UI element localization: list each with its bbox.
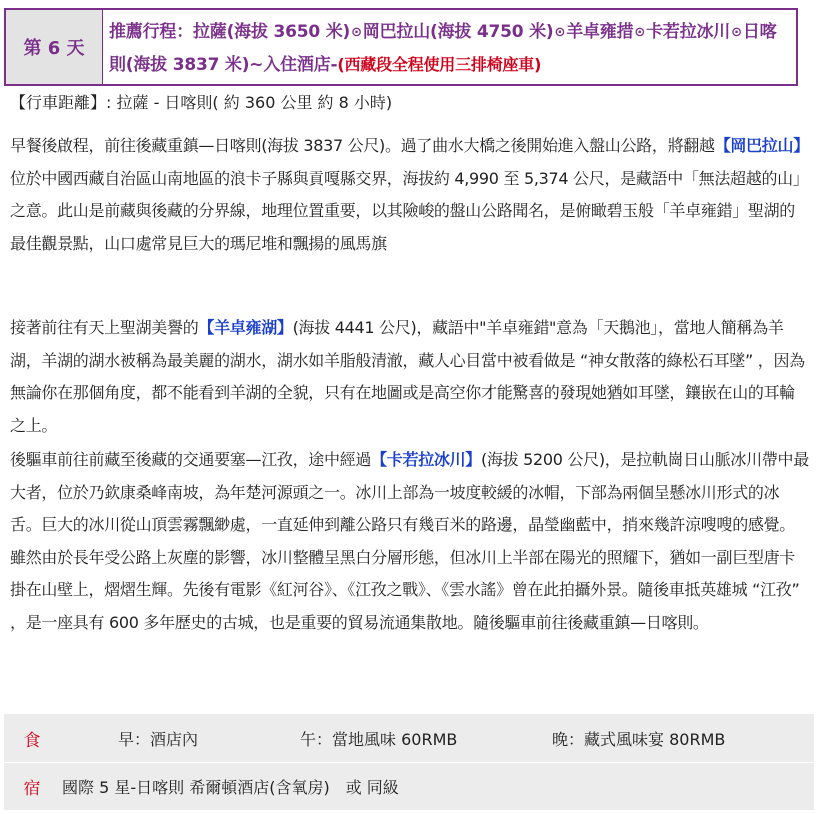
paragraph-text: (海拔 4441 公尺)，藏語中"羊卓雍錯"意為「天鵝池」，當地人簡稱為羊湖，羊湖的湖水被稱為最美麗的湖水，湖水如羊脂般清澈，藏人心目當中被看做是 “神女散落的綠松石耳墜” ，因為無論你在那個角度，都不能看到羊湖的全貌，只有在地圖或是高空你才能驚喜的發現她猶如耳墜，鑲嵌在山的耳輪之上。: [10, 318, 805, 435]
meals-row: [4, 714, 814, 763]
day-header: [4, 8, 798, 86]
paragraph-text: 早餐後啟程，前往後藏重鎮—日喀則(海拔 3837 公尺)。過了曲水大橋之後開始進入盤山公路，將翻越: [10, 136, 715, 155]
route-start: 推薦行程：拉薩(海拔 3650 米): [109, 22, 351, 42]
meals-lodging-table: [4, 714, 814, 810]
lodging-row: [4, 762, 814, 810]
driving-distance: 【行車距離】: 拉薩 - 日喀則( 約 360 公里 約 8 小時): [10, 93, 393, 112]
route-stop: 羊卓雍措: [566, 22, 634, 42]
highlight-yamdrok: 【羊卓雍湖】: [198, 318, 293, 337]
route-stop: 岡巴拉山(海拔 4750 米): [362, 22, 554, 42]
car-icon: ⊙: [731, 25, 742, 40]
paragraph-text: 接著前往有天上聖湖美譽的: [10, 318, 199, 337]
car-icon: ⊙: [634, 25, 646, 40]
day-label: 第 6 天: [6, 10, 103, 84]
highlight-gambala: 【岡巴拉山】: [714, 136, 809, 155]
meals-label: 食: [23, 730, 41, 751]
lodging-label: 宿: [23, 778, 41, 799]
car-icon: ⊙: [351, 25, 362, 40]
route-stop: 日喀則(海拔 3837 米)~入住酒店-: [109, 22, 777, 75]
route-stop: 卡若拉冰川: [646, 22, 731, 42]
dinner: 晚：藏式風味宴 80RMB: [552, 729, 726, 749]
paragraph-gambala: [10, 130, 810, 260]
paragraph-karola: [10, 444, 810, 640]
lunch: 午：當地風味 60RMB: [300, 729, 458, 749]
paragraph-text: (海拔 5200 公尺)，是拉軌崗日山脈冰川帶中最大者，位於乃欽康桑峰南坡，為年楚河源頭之一。冰川上部為一坡度較緩的冰帽，下部為兩個呈懸冰川形式的冰舌。巨大的冰川從山頂雲霧飄緲處，一直延伸到離公路只有幾百米的路邊，晶瑩幽藍中，捎來幾許涼嗖嗖的感覺。雖然由於長年受公路上灰塵的影響，冰川整體呈黑白分層形態，但冰川上半部在陽光的照耀下，猶如一副巨型唐卡掛在山壁上，熠熠生輝。先後有電影《紅河谷》、《江孜之戰》、《雲水謠》曾在此拍攝外景。隨後車抵英雄城 “江孜” ，是一座具有 600 多年歷史的古城，也是重要的貿易流通集散地。隨後驅車前往後藏重鎮—日喀則。: [10, 450, 809, 632]
paragraph-yamdrok: [10, 312, 810, 442]
route-summary: [103, 10, 796, 84]
paragraph-text: 位於中國西藏自治區山南地區的浪卡子縣與貢嘎縣交界，海拔約 4,990 至 5,374 公尺，是藏語中「無法超越的山」之意。此山是前藏與後藏的分界線，地理位置重要，以其險峻的盤山公路聞名，是俯瞰碧玉般「羊卓雍錯」聖湖的最佳觀景點，山口處常見巨大的瑪尼堆和飄揚的風馬旗: [10, 168, 809, 253]
hotel-info: 國際 5 星-日喀則 希爾頓酒店(含氧房) 或 同級: [62, 777, 399, 797]
route-note: (西藏段全程使用三排椅座車): [337, 55, 542, 74]
highlight-karola: 【卡若拉冰川】: [371, 450, 482, 469]
breakfast: 早：酒店內: [118, 729, 199, 749]
car-icon: ⊙: [554, 25, 566, 40]
paragraph-text: 後驅車前往前藏至後藏的交通要塞—江孜，途中經過: [10, 450, 372, 469]
